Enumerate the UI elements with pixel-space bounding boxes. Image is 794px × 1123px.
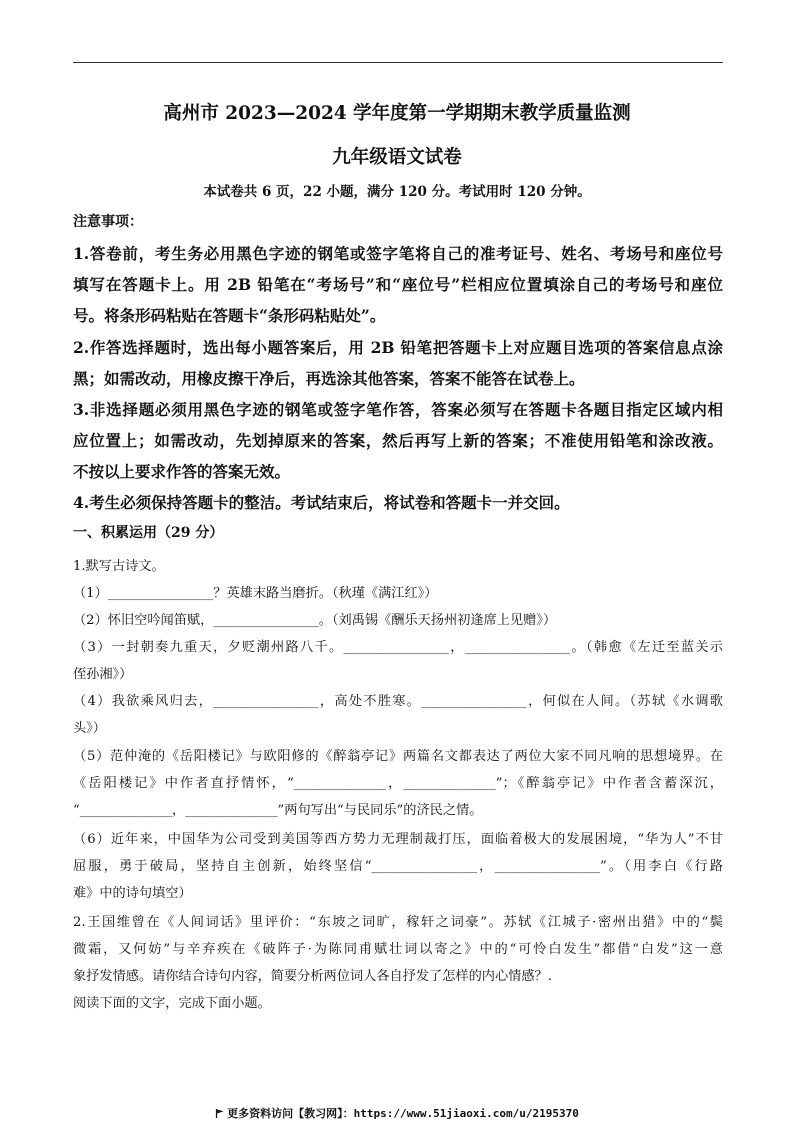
exam-subtitle: 九年级语文试卷 bbox=[332, 147, 462, 168]
notice-line: 号。将条形码粘贴在答题卡“条形码粘贴处”。 bbox=[73, 306, 386, 325]
question-line: （5）范仲淹的《岳阳楼记》与欧阳修的《醉翁亭记》两篇名文都表达了两位大家不同凡响的思想境界。在 bbox=[73, 749, 723, 764]
notice-line: 1.答卷前，考生务必用黑色字迹的钢笔或签字笔将自己的准考证号、姓名、考场号和座位号 bbox=[73, 244, 723, 263]
flag-icon bbox=[215, 1109, 224, 1118]
question-line: 《岳阳楼记》中作者直抒情怀，“______________，______________”；《醉翁亭记》中作者含蓄深沉， bbox=[73, 776, 723, 791]
question-line: （4）我欲乘风归去，________________，高处不胜寒。________________，何似在人间。（苏轼《水调歌 bbox=[73, 694, 723, 709]
notice-heading: 注意事项： bbox=[73, 214, 143, 230]
question-line: 头》） bbox=[73, 721, 106, 736]
question-line: 侄孙湘》） bbox=[73, 667, 133, 682]
section-heading: 一、积累运用（29 分） bbox=[73, 525, 224, 541]
question-line: 1.默写古诗文。 bbox=[73, 559, 165, 574]
reading-instruction: 阅读下面的文字，完成下面小题。 bbox=[73, 996, 271, 1011]
notice-line: 黑；如需改动，用橡皮擦干净后，再选涂其他答案，答案不能答在试卷上。 bbox=[73, 369, 585, 388]
footer-text: 更多资料访问【教习网】：https://www.51jiaoxi.com/u/2195370 bbox=[227, 1107, 579, 1120]
notice-line: 填写在答题卡上。用 2B 铅笔在“考场号”和“座位号”栏相应位置填涂自己的考场号和座位 bbox=[73, 275, 723, 294]
exam-info: 本试卷共 6 页，22 小题，满分 120 分。考试用时 120 分钟。 bbox=[203, 184, 591, 200]
question-line: 象抒发情感。请你结合诗句内容，简要分析两位词人各自抒发了怎样的内心情感？. bbox=[73, 969, 552, 984]
question-line: （3）一封朝奏九重天，夕贬潮州路八千。________________，________________。（韩愈《左迁至蓝关示 bbox=[73, 640, 723, 655]
question-line: 微霜，又何妨”与辛弃疾在《破阵子·为陈同甫赋壮词以寄之》中的“可怜白发生”都借“白发”这一意 bbox=[73, 942, 723, 957]
notice-line: 2.作答选择题时，选出每小题答案后，用 2B 铅笔把答题卡上对应题目选项的答案信息点涂 bbox=[73, 338, 723, 357]
notice-line: 3.非选择题必须用黑色字迹的钢笔或签字笔作答，答案必须写在答题卡各题目指定区域内相 bbox=[73, 400, 723, 419]
question-line: 难》中的诗句填空） bbox=[73, 886, 192, 901]
top-divider bbox=[73, 62, 723, 63]
notice-line: 应位置上；如需改动，先划掉原来的答案，然后再写上新的答案；不准使用铅笔和涂改液。 bbox=[73, 431, 723, 450]
question-line: （2）怀旧空吟闻笛赋，________________。（刘禹锡《酬乐天扬州初逢席上见赠》） bbox=[73, 613, 557, 628]
question-line: “______________，______________”两句写出“与民同乐”的济民之情。 bbox=[73, 803, 483, 818]
notice-line: 4.考生必须保持答题卡的整洁。考试结束后，将试卷和答题卡一并交回。 bbox=[73, 493, 570, 512]
question-line: （6）近年来，中国华为公司受到美国等西方势力无理制裁打压，面临着极大的发展困境，“华为人”不甘 bbox=[73, 832, 723, 847]
exam-title: 高州市 2023—2024 学年度第一学期期末教学质量监测 bbox=[163, 103, 631, 124]
question-line: 2.王国维曾在《人间词话》里评价：“东坡之词旷，稼轩之词豪”。苏轼《江城子·密州出猎》中的“鬓 bbox=[73, 915, 723, 930]
notice-line: 不按以上要求作答的答案无效。 bbox=[73, 462, 291, 481]
question-line: （1）________________？英雄末路当磨折。（秋瑾《满江红》） bbox=[73, 586, 438, 601]
footer-link[interactable] bbox=[0, 1105, 794, 1121]
question-line: 屈服，勇于破局，坚持自主创新，始终坚信“________________，________________”。（用李白《行路 bbox=[73, 859, 723, 874]
